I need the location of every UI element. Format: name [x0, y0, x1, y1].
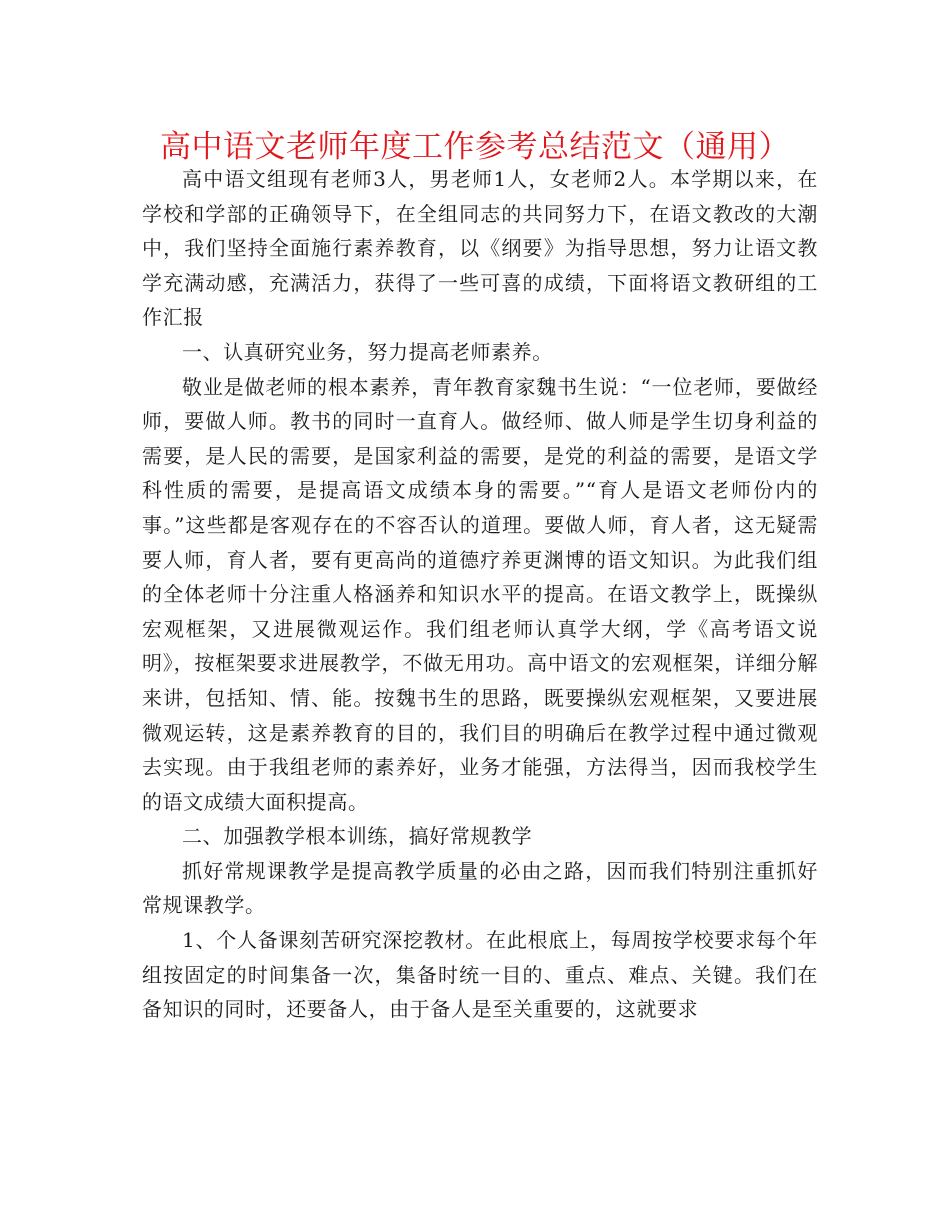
paragraph-section-1: 敬业是做老师的根本素养，青年教育家魏书生说：“一位老师，要做经师，要做人师。教书的同时一直育人。做经师、做人师是学生切身利益的需要，是人民的需要，是国家利益的需要，是党的利益的需要，是语文学科性质的需要，是提高语文成绩本身的需要。”“育人是语文老师份内的事。”这些都是客观存在的不容否认的道理。要做人师，育人者，这无疑需要人师，育人者，要有更高尚的道德疗养更渊博的语文知识。为此我们组的全体老师十分注重人格涵养和知识水平的提高。在语文教学上，既操纵宏观框架，又进展微观运作。我们组老师认真学大纲，学《高考语文说明》，按框架要求进展教学，不做无用功。高中语文的宏观框架，详细分解来讲，包括知、情、能。按魏书生的思路，既要操纵宏观框架，又要进展微观运转，这是素养教育的目的，我们目的明确后在教学过程中通过微观去实现。由于我组老师的素养好，业务才能强，方法得当，因而我校学生的语文成绩大面积提高。: [142, 374, 818, 814]
document-title: 高中语文老师年度工作参考总结范文（通用）: [160, 129, 790, 165]
section-heading-1: 一、认真研究业务，努力提高老师素养。: [182, 339, 553, 364]
paragraph-intro: 高中语文组现有老师3人，男老师1人，女老师2人。本学期以来，在学校和学部的正确领导下，在全组同志的共同努力下，在语文教改的大潮中，我们坚持全面施行素养教育，以《纲要》为指导思想，努力让语文教学充满动感，充满活力，获得了一些可喜的成绩，下面将语文教研组的工作汇报: [142, 167, 818, 330]
document-body: [142, 162, 818, 1027]
paragraph-section-2-item-1: 1、个人备课刻苦研究深挖教材。在此根底上，每周按学校要求每个年组按固定的时间集备一次，集备时统一目的、重点、难点、关键。我们在备知识的同时，还要备人，由于备人是至关重要的，这就要求: [142, 928, 818, 1022]
paragraph-section-2-intro: 抓好常规课教学是提高教学质量的必由之路，因而我们特别注重抓好常规课教学。: [142, 858, 818, 918]
section-heading-2: 二、加强教学根本训练，搞好常规教学: [182, 824, 533, 849]
